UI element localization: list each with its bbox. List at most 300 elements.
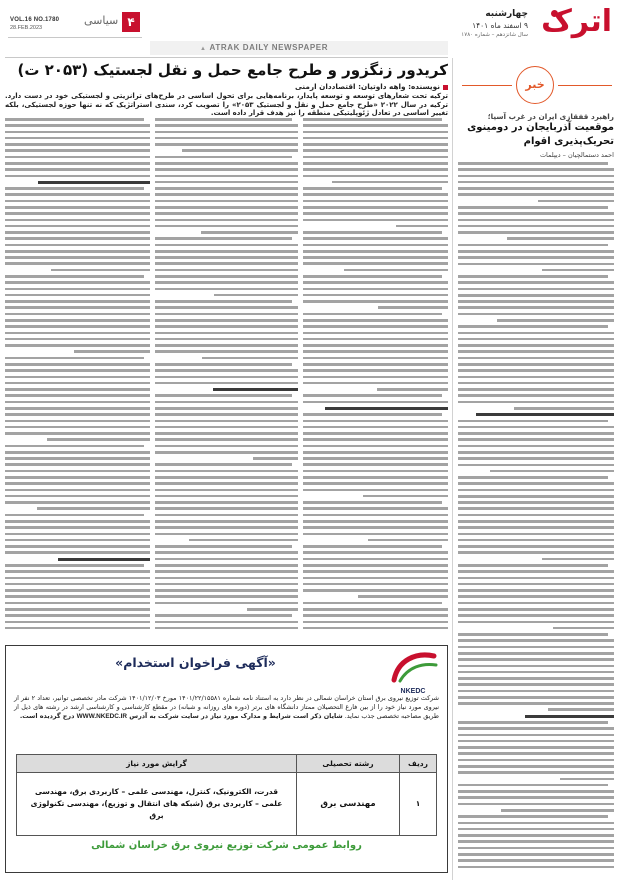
text-line	[5, 602, 150, 605]
text-line	[202, 357, 298, 360]
text-line	[458, 376, 614, 379]
text-line	[458, 338, 614, 341]
text-line	[5, 539, 150, 542]
text-line	[155, 627, 298, 630]
text-line	[155, 507, 298, 510]
text-line	[458, 363, 614, 366]
text-line	[497, 319, 614, 322]
text-line	[155, 438, 298, 441]
text-line	[458, 489, 614, 492]
nkedc-logo	[385, 650, 441, 694]
text-line	[5, 175, 150, 178]
text-line	[155, 269, 298, 272]
text-line	[303, 300, 448, 303]
text-line	[155, 489, 298, 492]
text-line	[5, 357, 144, 360]
text-line	[5, 250, 150, 253]
text-line	[458, 796, 614, 799]
job-advertisement	[5, 645, 448, 873]
text-line	[458, 633, 608, 636]
text-line	[5, 212, 150, 215]
text-line	[458, 288, 614, 291]
text-line	[458, 507, 614, 510]
text-line	[5, 413, 150, 416]
text-line	[458, 721, 608, 724]
text-line	[303, 608, 448, 611]
text-line	[303, 394, 442, 397]
text-line	[5, 533, 150, 536]
text-line	[5, 382, 150, 385]
text-line	[303, 294, 448, 297]
text-line	[458, 545, 614, 548]
text-line	[5, 225, 150, 228]
text-line	[155, 401, 298, 404]
text-line	[155, 570, 298, 573]
text-line	[155, 451, 298, 454]
text-line	[303, 564, 448, 567]
text-line	[5, 476, 150, 479]
text-line	[458, 501, 614, 504]
text-line	[303, 489, 448, 492]
text-line	[303, 244, 448, 247]
text-line	[5, 545, 150, 548]
text-line	[155, 225, 298, 228]
text-line	[5, 137, 150, 140]
text-line	[458, 300, 614, 303]
text-line	[303, 193, 448, 196]
text-line	[303, 231, 442, 234]
text-line	[303, 476, 448, 479]
text-line	[5, 451, 150, 454]
text-line	[458, 206, 608, 209]
side-author: احمد دستمالچیان – دیپلمات	[539, 151, 614, 159]
text-line	[501, 809, 614, 812]
text-line	[155, 181, 298, 184]
text-line	[458, 457, 614, 460]
text-line	[303, 219, 448, 222]
text-line	[458, 589, 614, 592]
date-block	[446, 8, 528, 40]
text-line	[458, 168, 614, 171]
text-line	[5, 244, 150, 247]
text-line	[458, 520, 614, 523]
date-persian: ۹ اسفند ماه ۱۴۰۱	[472, 21, 528, 30]
text-line	[344, 269, 448, 272]
text-line	[5, 445, 144, 448]
text-line	[458, 175, 614, 178]
text-line	[155, 187, 298, 190]
text-line	[155, 520, 298, 523]
text-line	[377, 388, 448, 391]
text-line	[458, 853, 614, 856]
text-line	[155, 621, 298, 624]
text-line	[5, 344, 150, 347]
text-line	[458, 683, 614, 686]
header-specialization: گرایش مورد نیاز	[17, 755, 297, 773]
text-line	[303, 558, 448, 561]
text-line	[303, 350, 448, 353]
text-line	[303, 212, 448, 215]
text-line	[458, 671, 614, 674]
text-line	[5, 489, 150, 492]
text-line	[458, 746, 614, 749]
text-line	[5, 325, 150, 328]
text-line	[303, 376, 448, 379]
text-line	[5, 501, 150, 504]
text-line	[155, 514, 298, 517]
text-line	[5, 256, 150, 259]
text-line	[155, 350, 298, 353]
text-line	[155, 595, 298, 598]
text-line	[155, 495, 298, 498]
text-line	[155, 558, 298, 561]
text-line	[396, 225, 448, 228]
text-line	[155, 212, 298, 215]
text-line	[458, 181, 614, 184]
logo-text: NKEDC	[400, 688, 426, 695]
text-line	[155, 583, 298, 586]
text-line	[542, 558, 614, 561]
weekday: چهارشنبه	[485, 9, 528, 19]
text-line	[303, 614, 448, 617]
text-line	[458, 765, 614, 768]
cell-field-of-study: مهندسی برق	[297, 773, 400, 836]
text-line	[5, 420, 150, 423]
triangle-icon: ▲	[200, 46, 207, 52]
text-line	[458, 690, 614, 693]
text-line	[303, 256, 448, 259]
date-english: 28.FEB.2023	[10, 25, 43, 31]
volume-number: VOL.16 NO.1780	[10, 17, 60, 23]
text-line	[542, 269, 614, 272]
masthead-rule-left	[8, 37, 142, 38]
text-line	[303, 313, 442, 316]
text-line	[458, 306, 614, 309]
text-line	[303, 250, 448, 253]
text-line	[303, 137, 448, 140]
text-line	[5, 432, 150, 435]
issue-line: سال شانزدهم – شماره ۱۷۸۰	[461, 32, 528, 38]
text-line	[5, 564, 144, 567]
text-line	[5, 595, 150, 598]
text-line	[303, 206, 448, 209]
text-line	[358, 595, 448, 598]
text-line	[155, 420, 298, 423]
text-line	[303, 281, 448, 284]
article-column-3	[5, 118, 150, 640]
text-line	[560, 778, 614, 781]
cell-row-number: ۱	[400, 773, 437, 836]
text-line	[5, 589, 150, 592]
text-line	[458, 369, 614, 372]
text-line	[378, 306, 448, 309]
text-line	[155, 376, 298, 379]
lead-paragraph: ترکیه تحت شعارهای توسعه و توسعه پایدار، برنامه‌هایی برای تحول اساسی در طرح‌های ترانزیتی و لجستیکی خود در دست دارد. ترکیه در سال ۲۰۲۲ «طرح جامع حمل و نقل و لجستیک ۲۰۵۳» را تصویب کرد، سندی استراتژیک که نه تنها حوزه لجستیکی، بلکه تغییر اساسی در تعادل ژئوپلیتیکی منطقه را نیز هدف قرار داده است.	[5, 92, 448, 118]
text-line	[5, 219, 150, 222]
text-line	[155, 250, 298, 253]
side-title-line-1: موقعیت آذربایجان در دومینوی	[467, 122, 614, 133]
text-line	[5, 149, 150, 152]
subheading-line	[525, 715, 614, 718]
text-line	[303, 602, 442, 605]
text-line	[303, 445, 448, 448]
main-headline: کریدور زنگزور و طرح جامع حمل و نقل لجستیک (۲۰۵۳ ت)	[17, 61, 448, 79]
text-line	[303, 332, 448, 335]
text-line	[5, 577, 150, 580]
text-line	[5, 407, 150, 410]
text-line	[5, 288, 150, 291]
text-line	[303, 344, 448, 347]
paper-name-text: ATRAK DAILY NEWSPAPER	[209, 43, 329, 52]
ornament-line-left	[462, 85, 512, 86]
text-line	[458, 840, 614, 843]
text-line	[5, 231, 150, 234]
text-line	[155, 244, 298, 247]
text-line	[5, 306, 150, 309]
text-line	[458, 382, 614, 385]
text-line	[182, 149, 298, 152]
subheading-line	[58, 558, 150, 561]
text-line	[5, 463, 150, 466]
text-line	[155, 281, 298, 284]
text-line	[303, 514, 448, 517]
text-line	[5, 162, 150, 165]
text-line	[155, 589, 298, 592]
text-line	[5, 300, 150, 303]
text-line	[201, 231, 298, 234]
text-line	[458, 702, 614, 705]
text-line	[5, 388, 150, 391]
text-line	[458, 677, 614, 680]
text-line	[458, 495, 614, 498]
text-line	[155, 526, 298, 529]
text-line	[458, 658, 614, 661]
bullet-square-icon	[443, 85, 448, 90]
text-line	[155, 162, 298, 165]
text-line	[458, 420, 608, 423]
text-line	[303, 621, 448, 624]
text-line	[458, 332, 614, 335]
masthead-rule-bottom	[5, 57, 448, 58]
text-line	[303, 482, 448, 485]
byline-text: نویسنده: واهه داوتیان: اقتصاددان ارمنی	[295, 82, 440, 91]
text-line	[155, 332, 298, 335]
text-line	[458, 394, 614, 397]
text-line	[303, 533, 448, 536]
text-line	[5, 338, 150, 341]
text-line	[458, 621, 614, 624]
text-line	[155, 501, 298, 504]
text-line	[458, 162, 608, 165]
text-line	[5, 526, 150, 529]
text-line	[458, 577, 614, 580]
text-line	[458, 646, 614, 649]
text-line	[303, 156, 448, 159]
text-line	[155, 602, 298, 605]
text-line	[490, 470, 614, 473]
article-column-1	[303, 118, 448, 640]
text-line	[5, 621, 150, 624]
text-line	[458, 734, 614, 737]
text-line	[5, 319, 150, 322]
text-line	[5, 262, 150, 265]
text-line	[458, 608, 614, 611]
text-line	[458, 294, 614, 297]
column-divider	[452, 58, 453, 880]
ad-note-suffix: درج گردیده است.	[19, 712, 75, 720]
text-line	[5, 193, 150, 196]
text-line	[155, 131, 298, 134]
text-line	[5, 187, 144, 190]
text-line	[458, 790, 614, 793]
text-line	[5, 281, 150, 284]
text-line	[5, 294, 150, 297]
text-line	[458, 281, 614, 284]
text-line	[458, 451, 614, 454]
text-line	[155, 156, 292, 159]
text-line	[303, 363, 448, 366]
text-line	[458, 193, 614, 196]
text-line	[155, 482, 298, 485]
text-line	[303, 200, 448, 203]
text-line	[5, 369, 150, 372]
table-row	[17, 773, 437, 836]
text-line	[303, 175, 448, 178]
text-line	[5, 608, 150, 611]
text-line	[155, 124, 298, 127]
text-line	[47, 438, 150, 441]
text-line	[5, 627, 150, 630]
byline	[5, 82, 448, 91]
subheading-line	[38, 181, 150, 184]
text-line	[458, 759, 614, 762]
text-line	[458, 476, 608, 479]
text-line	[155, 533, 298, 536]
header-row-number: ردیف	[400, 755, 437, 773]
text-line	[458, 665, 614, 668]
text-line	[5, 332, 150, 335]
section-label: سیاسی	[84, 14, 119, 27]
text-line	[155, 394, 292, 397]
requirements-table	[16, 754, 437, 836]
text-line	[155, 470, 298, 473]
header-field-of-study: رشته تحصیلی	[297, 755, 400, 773]
text-line	[5, 520, 150, 523]
text-line	[458, 275, 608, 278]
text-line	[303, 627, 448, 630]
text-line	[155, 175, 298, 178]
text-line	[548, 708, 614, 711]
text-line	[5, 143, 150, 146]
text-line	[458, 740, 614, 743]
text-line	[303, 262, 448, 265]
text-line	[303, 426, 448, 429]
table-header-row	[17, 755, 437, 773]
text-line	[303, 319, 448, 322]
text-line	[303, 149, 448, 152]
text-line	[303, 187, 442, 190]
subheading-line	[213, 388, 298, 391]
text-line	[155, 577, 298, 580]
text-line	[458, 219, 614, 222]
text-line	[458, 727, 614, 730]
text-line	[155, 313, 298, 316]
text-line	[155, 300, 292, 303]
text-line	[5, 206, 150, 209]
text-line	[253, 457, 298, 460]
text-line	[458, 696, 614, 699]
text-line	[458, 445, 614, 448]
text-line	[514, 407, 614, 410]
text-line	[303, 470, 448, 473]
text-line	[458, 595, 614, 598]
text-line	[303, 288, 448, 291]
text-line	[303, 275, 442, 278]
text-line	[303, 520, 448, 523]
text-line	[303, 432, 448, 435]
ad-note-prefix: شایان ذکر است شرایط و مدارک مورد نیاز در سایت شرکت به آدرس	[129, 712, 343, 720]
text-line	[458, 539, 614, 542]
text-line	[5, 614, 150, 617]
text-line	[5, 551, 150, 554]
text-line	[155, 426, 298, 429]
text-line	[155, 319, 298, 322]
text-line	[458, 212, 614, 215]
text-line	[155, 344, 298, 347]
text-line	[5, 470, 150, 473]
text-line	[155, 325, 298, 328]
text-line	[303, 162, 448, 165]
text-line	[538, 200, 614, 203]
text-line	[155, 206, 298, 209]
text-line	[155, 363, 292, 366]
text-line	[458, 815, 608, 818]
text-line	[458, 426, 614, 429]
text-line	[458, 344, 614, 347]
text-line	[155, 413, 298, 416]
text-line	[155, 193, 298, 196]
text-line	[458, 602, 614, 605]
text-line	[155, 369, 298, 372]
text-line	[458, 834, 614, 837]
ad-body	[14, 694, 439, 721]
text-line	[303, 338, 448, 341]
text-line	[507, 237, 614, 240]
text-line	[458, 859, 614, 862]
text-line	[37, 507, 150, 510]
text-line	[458, 570, 614, 573]
text-line	[303, 570, 448, 573]
text-line	[5, 237, 150, 240]
text-line	[303, 118, 442, 121]
text-line	[303, 382, 448, 385]
text-line	[458, 551, 614, 554]
text-line	[332, 181, 448, 184]
text-line	[458, 256, 614, 259]
text-line	[155, 432, 298, 435]
text-line	[458, 822, 614, 825]
cell-specialization: قدرت، الکترونیک، کنترل، مهندسی علمی – کاربردی برق، مهندسی علمی – کاربردی برق (شبکه های انتقال و توزیع)، مهندسی تکنولوژی برق	[17, 773, 297, 836]
text-line	[155, 564, 298, 567]
ad-note	[20, 712, 343, 720]
text-line	[5, 495, 150, 498]
page-number: ۴	[122, 12, 140, 32]
text-line	[5, 583, 150, 586]
text-line	[458, 533, 614, 536]
text-line	[458, 187, 614, 190]
text-line	[458, 514, 614, 517]
text-line	[155, 545, 292, 548]
